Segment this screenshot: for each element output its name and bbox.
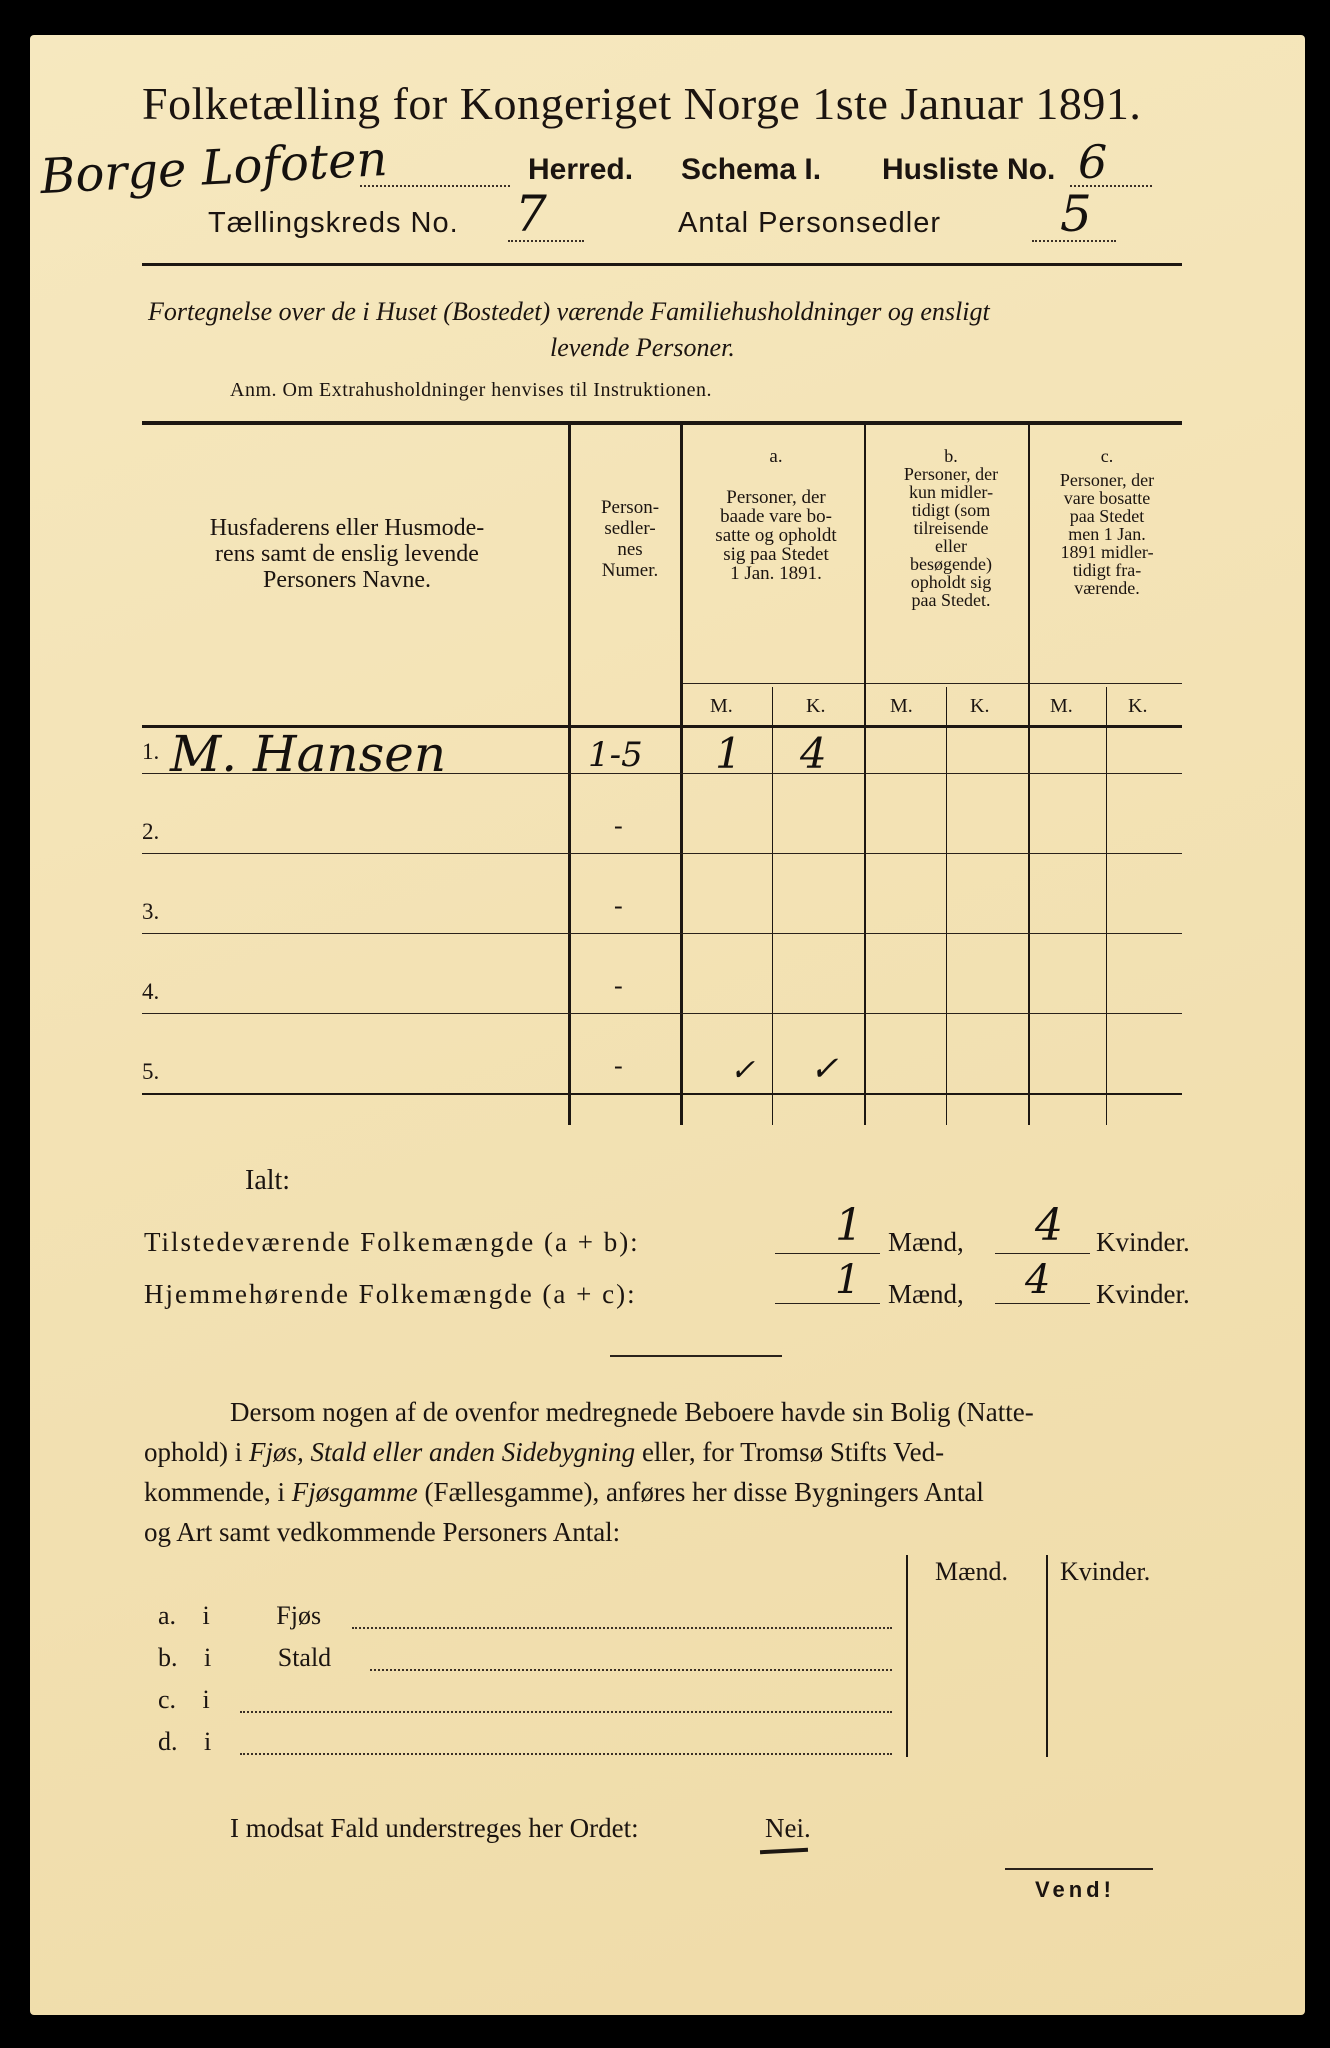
vline-a-mk (772, 687, 773, 1125)
nei-word: Nei. (765, 1813, 811, 1843)
table-top-rule (142, 421, 1182, 425)
sub-b-m: M. (890, 695, 913, 717)
col-num-header (570, 497, 690, 581)
herred-label: Herred. (528, 153, 634, 186)
sub-a-k: K. (806, 695, 826, 717)
table-bottom-rule (142, 1093, 1182, 1095)
buildings-item-c-prefix: i (202, 1685, 210, 1714)
col-num-header-line-4: Numer. (601, 560, 659, 581)
col-name-header-line-2: rens samt de enslig levende (215, 541, 479, 567)
buildings-vline-1 (906, 1555, 908, 1757)
buildings-para-line-3 (144, 1477, 984, 1508)
row-5-a-m: ✓ (730, 1053, 756, 1088)
col-b-header-line-4: tilreisende (913, 518, 989, 538)
row-line-3 (142, 933, 1182, 934)
col-c-header-line-6: tidigt fra- (1072, 560, 1142, 580)
col-num-header-line-3: nes (617, 539, 643, 560)
schema-label: Schema I. (681, 153, 822, 186)
totals-line-1-k: 4 (1035, 1200, 1063, 1251)
buildings-item-a-label: Fjøs (276, 1601, 322, 1630)
section-divider (610, 1355, 782, 1357)
col-c-header-line-5: 1891 midler- (1060, 542, 1154, 562)
col-a-header-line-2: baade vare bo- (720, 506, 832, 527)
buildings-item-b-dots (370, 1669, 892, 1671)
totals-line-1-m: 1 (835, 1200, 863, 1251)
buildings-para-line-2c: eller, for Tromsø Stifts Ved- (635, 1437, 945, 1467)
col-b-header-line-6: besøgende) (910, 554, 992, 574)
row-line-2 (142, 853, 1182, 854)
col-b-letter: b. (944, 446, 958, 466)
header-rule (142, 263, 1182, 266)
buildings-col-kvinder: Kvinder. (1060, 1557, 1151, 1586)
col-b-header-line-1: Personer, der (903, 464, 999, 484)
col-a-header (686, 447, 866, 583)
buildings-item-d-dots (240, 1753, 892, 1755)
buildings-para-line-1: Dersom nogen af de ovenfor medregnede Beboere havde sin Bolig (Natte- (230, 1397, 1034, 1427)
col-c-header-line-2: vare bosatte (1063, 488, 1151, 508)
col-b-header-line-5: eller (935, 536, 967, 556)
col-num-header-line-1: Person- (600, 497, 660, 518)
totals-line-1-kvinder: Kvinder. (1096, 1227, 1190, 1257)
col-name-header (142, 515, 552, 593)
col-name-header-line-3: Personers Navne. (263, 567, 431, 593)
personsedler-label: Antal Personsedler (678, 207, 942, 239)
col-c-header-line-4: men 1 Jan. (1068, 524, 1146, 544)
buildings-item-b-label: Stald (277, 1643, 332, 1672)
header-sub-rule (682, 683, 1182, 684)
totals-line-1-maend: Mænd, (888, 1227, 964, 1257)
sub-c-m: M. (1050, 695, 1073, 717)
sub-c-k: K. (1128, 695, 1148, 717)
col-c-letter: c. (1100, 446, 1114, 466)
buildings-item-a-prefix: i (202, 1601, 210, 1630)
col-b-header (870, 447, 1032, 609)
totals-line-2-m-underline (775, 1303, 880, 1304)
row-1-persnum: 1-5 (588, 735, 643, 775)
col-a-header-line-5: 1 Jan. 1891. (730, 563, 822, 584)
personsedler-dots (1032, 240, 1116, 242)
row-3-persnum: - (614, 891, 623, 920)
totals-line-1-label: Tilstedeværende Folkemængde (a + b): (144, 1227, 640, 1257)
row-5-a-k: ✓ (810, 1049, 839, 1089)
husliste-value: 6 (1078, 135, 1108, 189)
buildings-item-b-prefix: i (204, 1643, 212, 1672)
vline-a-b (864, 425, 866, 1125)
vline-b-mk (946, 687, 947, 1125)
buildings-para-line-3b: Fjøsgamme (291, 1477, 418, 1507)
row-1-a-k: 4 (800, 729, 827, 778)
col-c-header (1032, 447, 1182, 597)
personsedler-value: 5 (1060, 185, 1092, 243)
row-5-persnum: - (614, 1051, 623, 1080)
kreds-label: Tællingskreds No. (208, 207, 459, 239)
buildings-para-line-4: og Art samt vedkommende Personers Antal: (144, 1517, 621, 1547)
buildings-item-d (158, 1727, 211, 1757)
col-a-letter: a. (769, 446, 783, 467)
vline-c-mk (1106, 687, 1107, 1125)
buildings-item-d-prefix: i (204, 1727, 212, 1756)
sub-b-k: K. (970, 695, 990, 717)
vline-num (680, 425, 683, 1125)
vline-b-c (1028, 425, 1030, 1125)
totals-line-1-k-underline (995, 1253, 1090, 1254)
col-c-header-line-3: paa Stedet (1069, 506, 1145, 526)
col-c-header-line-7: værende. (1074, 578, 1140, 598)
row-2-persnum: - (614, 811, 623, 840)
totals-line-2-k: 4 (1025, 1257, 1051, 1303)
col-b-header-line-2: kun midler- (908, 482, 994, 502)
buildings-item-b-letter: b. (158, 1643, 178, 1672)
vend-rule (1005, 1868, 1153, 1870)
totals-line-2-kvinder: Kvinder. (1096, 1279, 1190, 1309)
col-b-header-line-8: paa Stedet. (911, 590, 991, 610)
row-3-number: 3. (142, 899, 160, 924)
col-a-header-line-1: Personer, der (726, 487, 826, 508)
buildings-para-line-2a: ophold) i (144, 1437, 249, 1467)
totals-line-2-k-underline (995, 1303, 1090, 1304)
totals-line-2-m: 1 (835, 1257, 861, 1303)
subtitle-note: Anm. Om Extrahusholdninger henvises til Instruktionen. (230, 379, 712, 401)
buildings-para-line-2 (144, 1437, 944, 1468)
row-4-number: 4. (142, 979, 160, 1004)
nei-underline (760, 1848, 808, 1855)
row-1-number: 1. (142, 739, 160, 764)
buildings-item-c (158, 1685, 210, 1715)
buildings-item-a (158, 1601, 321, 1631)
buildings-vline-2 (1046, 1555, 1048, 1757)
col-b-header-line-7: opholdt sig (910, 572, 992, 592)
subtitle-line-2: levende Personer. (550, 333, 735, 362)
kreds-value: 7 (515, 185, 547, 243)
form-title: Folketælling for Kongeriget Norge 1ste Januar 1891. (142, 78, 1142, 129)
buildings-item-a-letter: a. (158, 1601, 177, 1630)
row-line-4 (142, 1013, 1182, 1014)
buildings-para-line-3a: kommende, i (144, 1477, 292, 1507)
vend-text: Vend! (1035, 1877, 1115, 1902)
col-a-header-line-4: sig paa Stedet (723, 544, 829, 565)
col-a-header-line-3: satte og opholdt (715, 525, 837, 546)
census-form (30, 35, 1305, 2015)
col-name-header-line-1: Husfaderens eller Husmode- (209, 515, 485, 541)
totals-line-2-maend: Mænd, (888, 1279, 964, 1309)
buildings-item-c-dots (240, 1711, 892, 1713)
col-c-header-line-1: Personer, der (1059, 470, 1155, 490)
totals-line-1-m-underline (775, 1253, 880, 1254)
herred-dots (360, 185, 510, 187)
ialt-label: Ialt: (245, 1165, 291, 1196)
row-4-persnum: - (614, 971, 623, 1000)
modsat-text: I modsat Fald understreges her Ordet: (230, 1813, 639, 1843)
totals-line-2-label: Hjemmehørende Folkemængde (a + c): (144, 1279, 637, 1309)
row-5-number: 5. (142, 1059, 160, 1084)
kreds-dots (508, 240, 584, 242)
row-1-a-m: 1 (715, 729, 742, 778)
herred-handwritten: Borge Lofoten (38, 130, 389, 206)
buildings-item-d-letter: d. (158, 1727, 178, 1756)
husliste-label: Husliste No. (882, 153, 1056, 186)
row-2-number: 2. (142, 819, 160, 844)
vline-name (568, 425, 571, 1125)
buildings-col-maend: Mænd. (935, 1557, 1008, 1586)
row-1-name: M. Hansen (170, 725, 447, 783)
buildings-item-c-letter: c. (158, 1685, 177, 1714)
buildings-para-line-2b: Fjøs, Stald eller anden Sidebygning (249, 1437, 636, 1467)
col-num-header-line-2: sedler- (604, 518, 656, 539)
col-b-header-line-3: tidigt (som (911, 500, 991, 520)
buildings-item-b (158, 1643, 331, 1673)
buildings-item-a-dots (352, 1627, 892, 1629)
subtitle-line-1: Fortegnelse over de i Huset (Bostedet) værende Familiehusholdninger og ensligt (148, 297, 990, 326)
sub-a-m: M. (710, 695, 733, 717)
buildings-para-line-3c: (Fællesgamme), anføres her disse Bygningers Antal (417, 1477, 984, 1507)
